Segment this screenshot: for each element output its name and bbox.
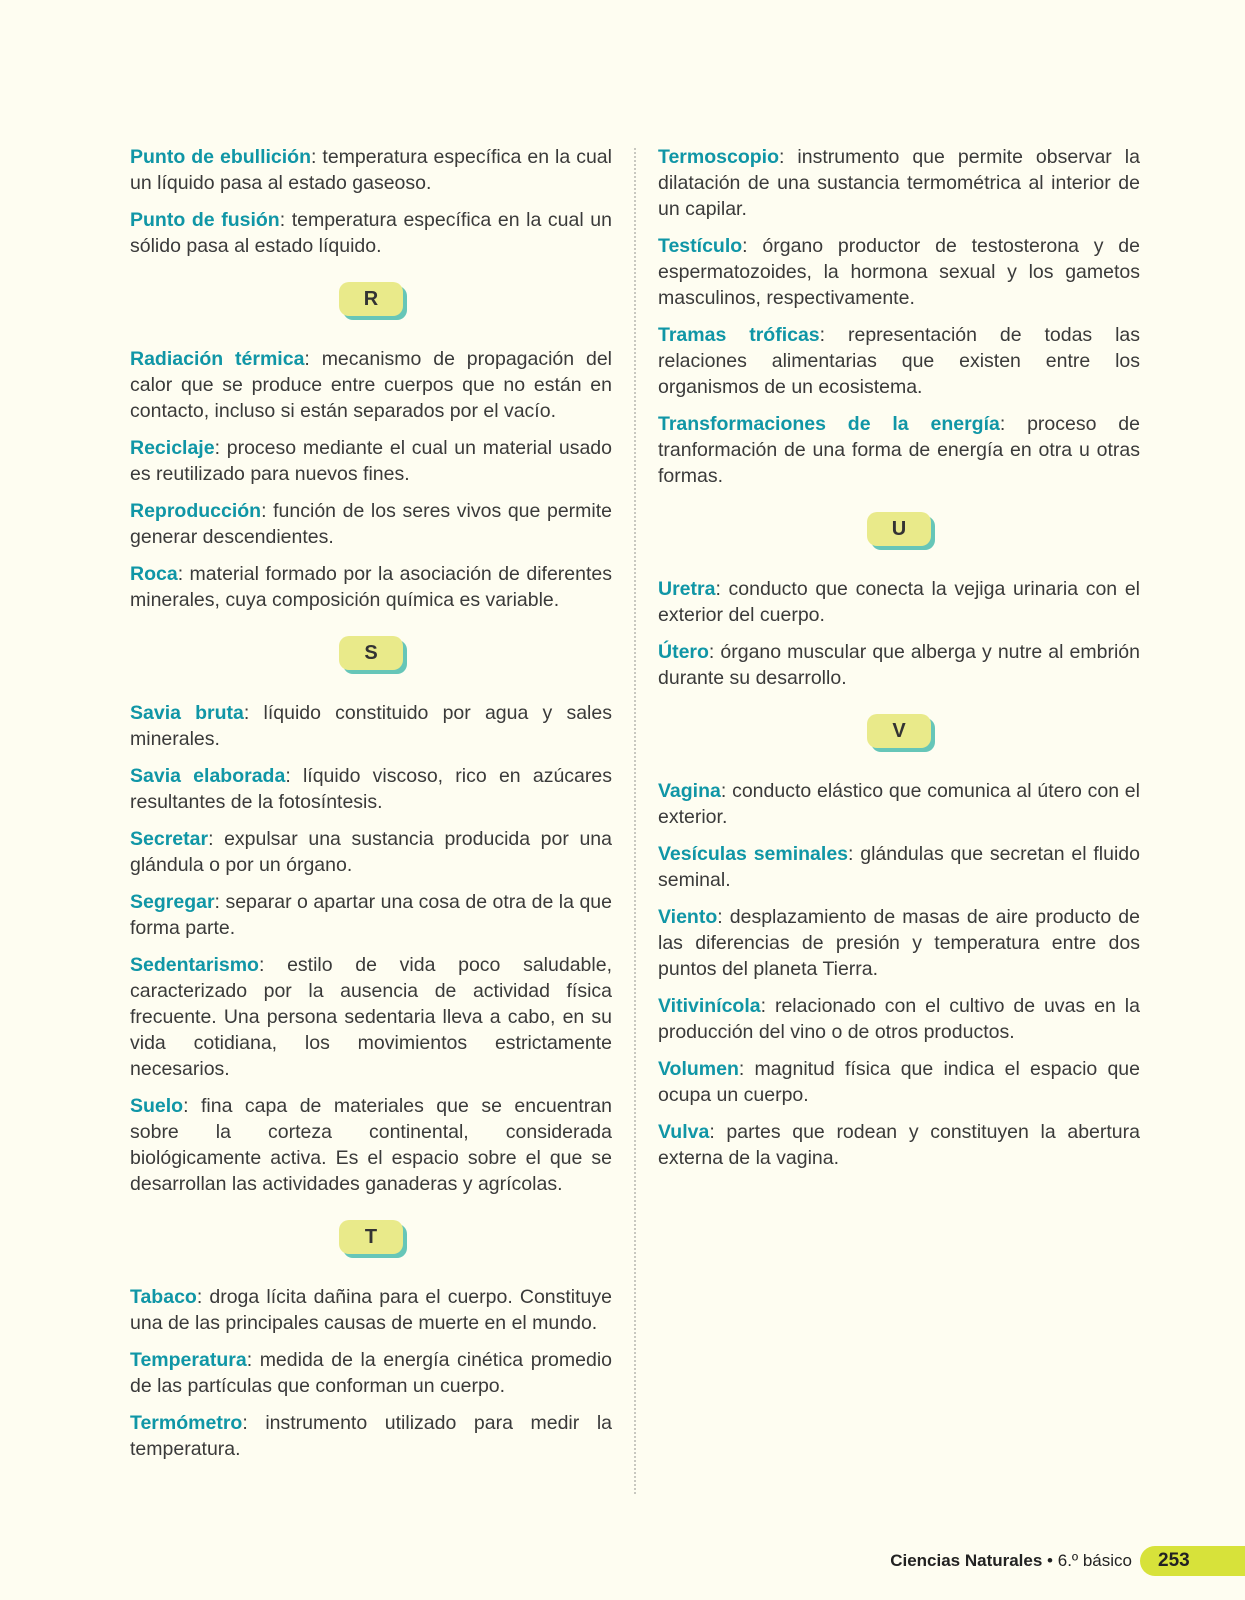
glossary-definition: : magnitud física que indica el espacio que ocupa un cuerpo. [658, 1058, 1140, 1106]
glossary-entry [130, 207, 612, 259]
section-letter-wrap [130, 624, 612, 700]
glossary-definition: : instrumento utilizado para medir la temperatura. [130, 1412, 612, 1460]
glossary-entry [130, 1347, 612, 1399]
glossary-entry [130, 700, 612, 752]
glossary-entry [130, 435, 612, 487]
glossary-entry [658, 841, 1140, 893]
glossary-term: Termoscopio [658, 146, 779, 168]
glossary-term: Sedentarismo [130, 954, 259, 976]
glossary-term: Vagina [658, 780, 721, 802]
glossary-term: Savia bruta [130, 702, 244, 724]
section-letter-badge: T [339, 1220, 403, 1254]
footer-text [890, 1551, 1132, 1571]
glossary-entry [130, 952, 612, 1082]
glossary-definition: : proceso de tranformación de una forma de energía en otra u otras formas. [658, 413, 1140, 487]
right-column [658, 144, 1140, 1182]
glossary-entry [130, 144, 612, 196]
section-letter-badge: S [339, 636, 403, 670]
glossary-definition: : partes que rodean y constituyen la abertura externa de la vagina. [658, 1121, 1140, 1169]
footer-separator: • [1042, 1551, 1058, 1570]
glossary-definition: : líquido viscoso, rico en azúcares resultantes de la fotosíntesis. [130, 765, 612, 813]
glossary-entry [658, 576, 1140, 628]
glossary-term: Uretra [658, 578, 716, 600]
glossary-entry [658, 233, 1140, 311]
glossary-entry [130, 1093, 612, 1197]
glossary-definition: : estilo de vida poco saludable, caracterizado por la ausencia de actividad física frecuente. Una persona sedentaria lleva a cabo, en su vida cotidiana, los movimientos estrictamente necesarios. [130, 954, 612, 1080]
glossary-definition: : líquido constituido por agua y sales minerales. [130, 702, 612, 750]
glossary-term: Suelo [130, 1095, 184, 1117]
glossary-term: Savia elaborada [130, 765, 286, 787]
glossary-entry [658, 144, 1140, 222]
glossary-entry [130, 346, 612, 424]
glossary-term: Secretar [130, 828, 209, 850]
glossary-term: Transformaciones de la energía [658, 413, 1000, 435]
glossary-term: Viento [658, 906, 718, 928]
glossary-definition: : temperatura específica en la cual un sólido pasa al estado líquido. [130, 209, 612, 257]
glossary-definition: : material formado por la asociación de diferentes minerales, cuya composición química es variable. [130, 563, 612, 611]
glossary-term: Tabaco [130, 1286, 197, 1308]
glossary-entry [658, 639, 1140, 691]
glossary-definition: : droga lícita dañina para el cuerpo. Constituye una de las principales causas de muerte en el mundo. [130, 1286, 612, 1334]
page-number: 253 [1140, 1546, 1245, 1576]
glossary-definition: : separar o apartar una cosa de otra de la que forma parte. [130, 891, 612, 939]
column-divider [634, 148, 636, 1494]
section-letter-wrap [658, 500, 1140, 576]
glossary-entry [130, 561, 612, 613]
section-letter-wrap [130, 1208, 612, 1284]
glossary-term: Vitivinícola [658, 995, 761, 1017]
glossary-definition: : órgano muscular que alberga y nutre al embrión durante su desarrollo. [658, 641, 1140, 689]
glossary-entry [130, 1284, 612, 1336]
glossary-term: Útero [658, 641, 709, 663]
glossary-definition: : instrumento que permite observar la dilatación de una sustancia termométrica al interior de un capilar. [658, 146, 1140, 220]
footer-subject: Ciencias Naturales [890, 1551, 1043, 1570]
section-letter-wrap [658, 702, 1140, 778]
glossary-term: Reproducción [130, 500, 262, 522]
glossary-entry [658, 322, 1140, 400]
left-column [130, 144, 612, 1473]
glossary-definition: : proceso mediante el cual un material usado es reutilizado para nuevos fines. [130, 437, 612, 485]
glossary-definition: : expulsar una sustancia producida por una glándula o por un órgano. [130, 828, 612, 876]
glossary-term: Tramas tróficas [658, 324, 820, 346]
glossary-term: Vesículas seminales [658, 843, 849, 865]
section-letter-badge: U [867, 512, 931, 546]
glossary-definition: : representación de todas las relaciones alimentarias que existen entre los organismos de un ecosistema. [658, 324, 1141, 398]
glossary-entry [658, 1119, 1140, 1171]
glossary-definition: : mecanismo de propagación del calor que se produce entre cuerpos que no están en contacto, incluso si están separados por el vacío. [130, 348, 612, 422]
glossary-term: Radiación térmica [130, 348, 305, 370]
glossary-entry [658, 993, 1140, 1045]
glossary-definition: : función de los seres vivos que permite generar descendientes. [130, 500, 612, 548]
glossary-term: Reciclaje [130, 437, 215, 459]
glossary-definition: : conducto que conecta la vejiga urinaria con el exterior del cuerpo. [658, 578, 1140, 626]
glossary-entry [130, 826, 612, 878]
glossary-term: Volumen [658, 1058, 739, 1080]
section-letter-badge: V [867, 714, 931, 748]
glossary-definition: : glándulas que secretan el fluido seminal. [658, 843, 1140, 891]
glossary-term: Roca [130, 563, 178, 585]
footer-grade: 6.º básico [1057, 1551, 1132, 1570]
glossary-definition: : relacionado con el cultivo de uvas en la producción del vino o de otros productos. [658, 995, 1140, 1043]
glossary-entry [130, 763, 612, 815]
glossary-entry [658, 904, 1140, 982]
glossary-entry [130, 1410, 612, 1462]
glossary-definition: : medida de la energía cinética promedio de las partículas que conforman un cuerpo. [130, 1349, 612, 1397]
glossary-definition: : desplazamiento de masas de aire producto de las diferencias de presión y temperatura entre dos puntos del planeta Tierra. [658, 906, 1140, 980]
glossary-entry [658, 778, 1140, 830]
glossary-term: Vulva [658, 1121, 710, 1143]
glossary-entry [658, 1056, 1140, 1108]
glossary-entry [130, 889, 612, 941]
glossary-term: Temperatura [130, 1349, 247, 1371]
glossary-term: Segregar [130, 891, 215, 913]
glossary-term: Termómetro [130, 1412, 243, 1434]
glossary-term: Testículo [658, 235, 743, 257]
glossary-definition: : fina capa de materiales que se encuentran sobre la corteza continental, considerada biológicamente activa. Es el espacio sobre el que se desarrollan las actividades ganaderas y agrícolas. [130, 1095, 612, 1195]
glossary-definition: : conducto elástico que comunica al útero con el exterior. [658, 780, 1140, 828]
glossary-definition: : órgano productor de testosterona y de espermatozoides, la hormona sexual y los gametos masculinos, respectivamente. [658, 235, 1140, 309]
glossary-definition: : temperatura específica en la cual un líquido pasa al estado gaseoso. [130, 146, 612, 194]
glossary-entry [658, 411, 1140, 489]
section-letter-badge: R [339, 282, 403, 316]
section-letter-wrap [130, 270, 612, 346]
page-footer [890, 1546, 1245, 1576]
glossary-term: Punto de fusión [130, 209, 280, 231]
glossary-term: Punto de ebullición [130, 146, 311, 168]
glossary-entry [130, 498, 612, 550]
